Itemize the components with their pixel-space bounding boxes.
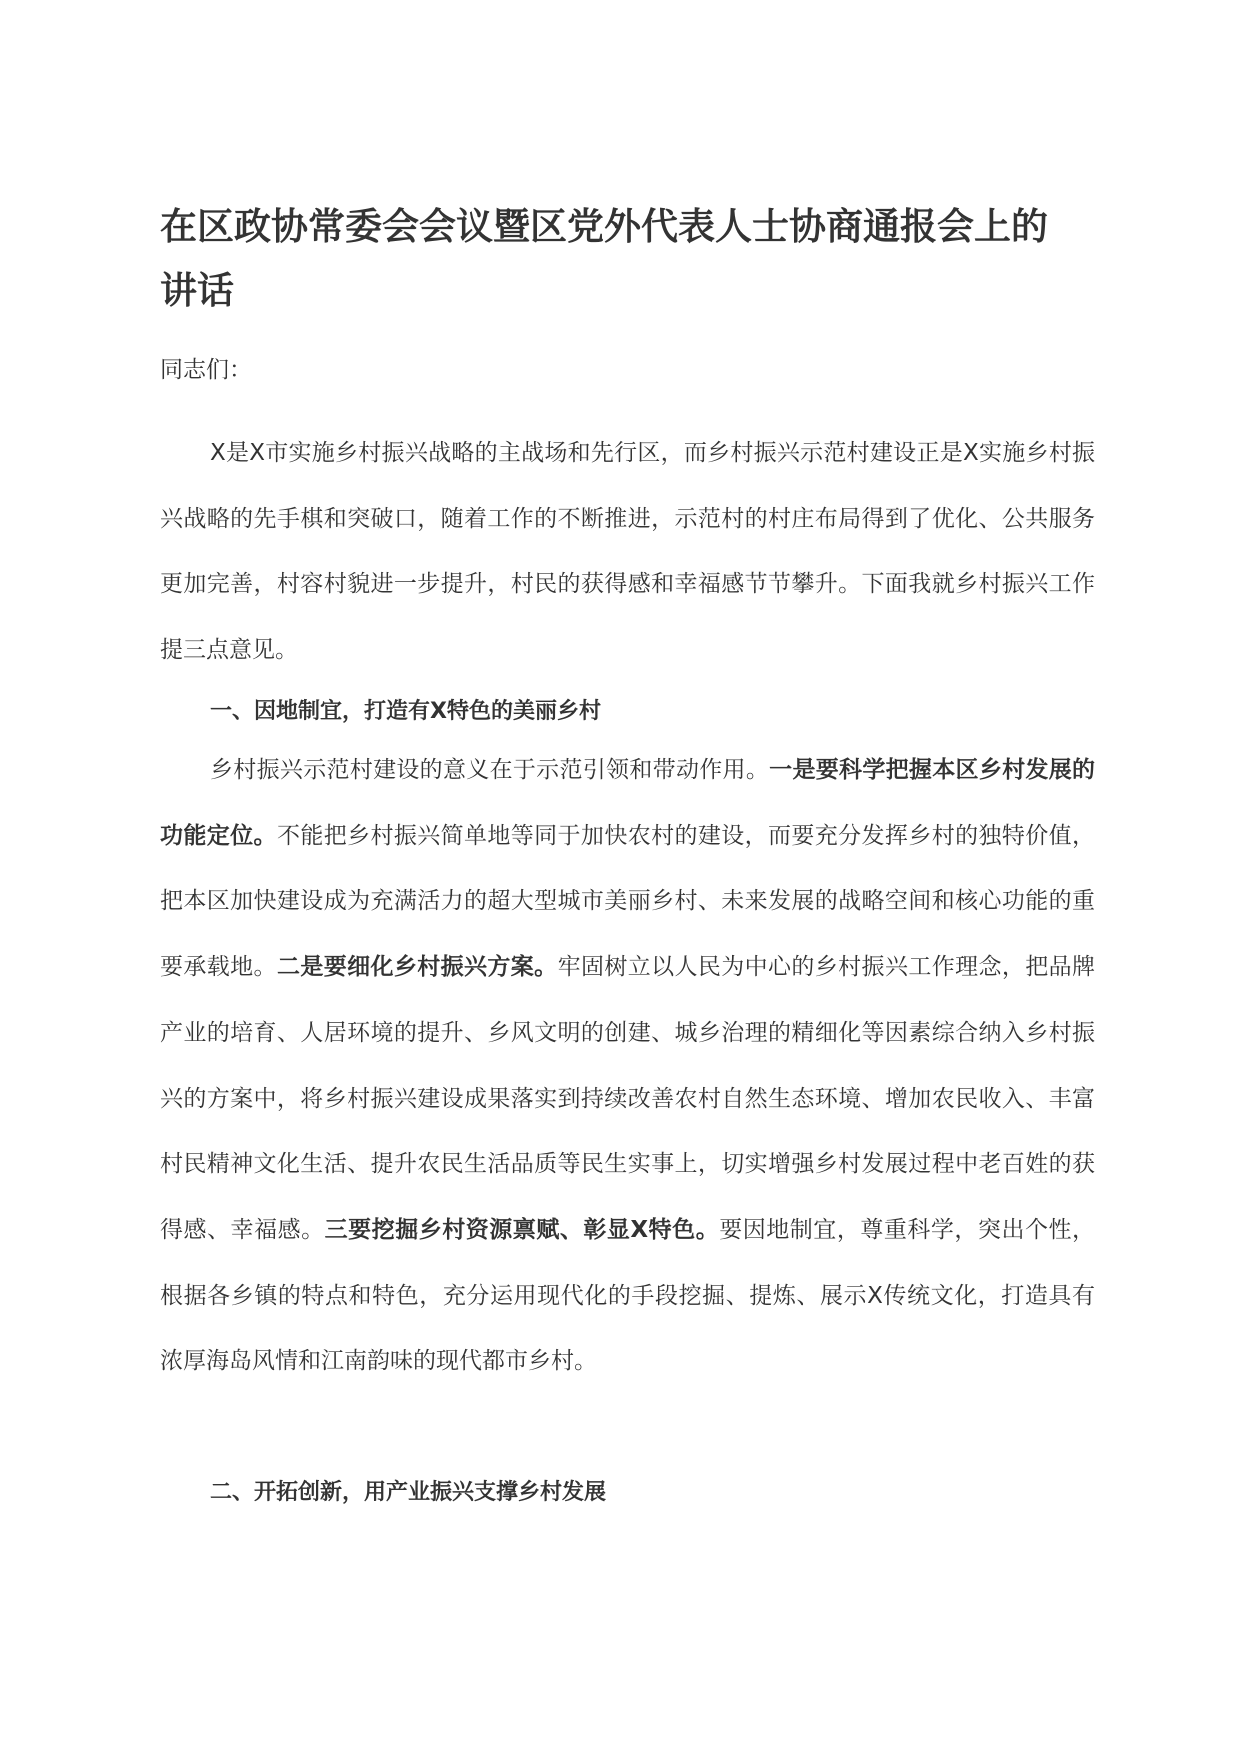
key-point-3: 三要挖掘乡村资源禀赋、彰显X特色。 bbox=[324, 1216, 720, 1243]
section-2-heading: 二、开拓创新，用产业振兴支撑乡村发展 bbox=[210, 1480, 607, 1505]
salutation: 同志们： bbox=[160, 357, 252, 383]
body-text: 牢固树立以人民为中心的乡村振兴工作理念，把品牌产业的培育、人居环境的提升、乡风文明的创建、城乡治理的精细化等因素综合纳入乡村振兴的方案中，将乡村振兴建设成果落实到持续改善农村自然生态环境、增加农民收入、丰富村民精神文化生活、提升农民生活品质等民生实事上，切实增强乡村发展过程中老百姓的获得感、幸福感。 bbox=[160, 954, 1096, 1243]
section-1-paragraph bbox=[160, 738, 1095, 1395]
document-title: 在区政协常委会会议暨区党外代表人士协商通报会上的讲话 bbox=[160, 205, 1048, 312]
intro-paragraph: X是X市实施乡村振兴战略的主战场和先行区，而乡村振兴示范村建设正是X实施乡村振兴战略的先手棋和突破口，随着工作的不断推进，示范村的村庄布局得到了优化、公共服务更加完善，村容村貌进一步提升，村民的获得感和幸福感节节攀升。下面我就乡村振兴工作提三点意见。 bbox=[160, 440, 1095, 664]
section-1-heading: 一、因地制宜，打造有X特色的美丽乡村 bbox=[210, 699, 601, 724]
key-point-1: 一是要科学把握本区乡村发展的功能定位。 bbox=[160, 757, 1096, 849]
body-text: 要因地制宜，尊重科学，突出个性，根据各乡镇的特点和特色，充分运用现代化的手段挖掘、提炼、展示X传统文化，打造具有浓厚海岛风情和江南韵味的现代都市乡村。 bbox=[160, 1216, 1096, 1375]
key-point-2: 二是要细化乡村振兴方案。 bbox=[276, 954, 558, 981]
body-text: 不能把乡村振兴简单地等同于加快农村的建设，而要充分发挥乡村的独特价值，把本区加快建设成为充满活力的超大型城市美丽乡村、未来发展的战略空间和核心功能的重要承载地。 bbox=[160, 822, 1096, 981]
body-text: 乡村振兴示范村建设的意义在于示范引领和带动作用。 bbox=[210, 757, 770, 783]
